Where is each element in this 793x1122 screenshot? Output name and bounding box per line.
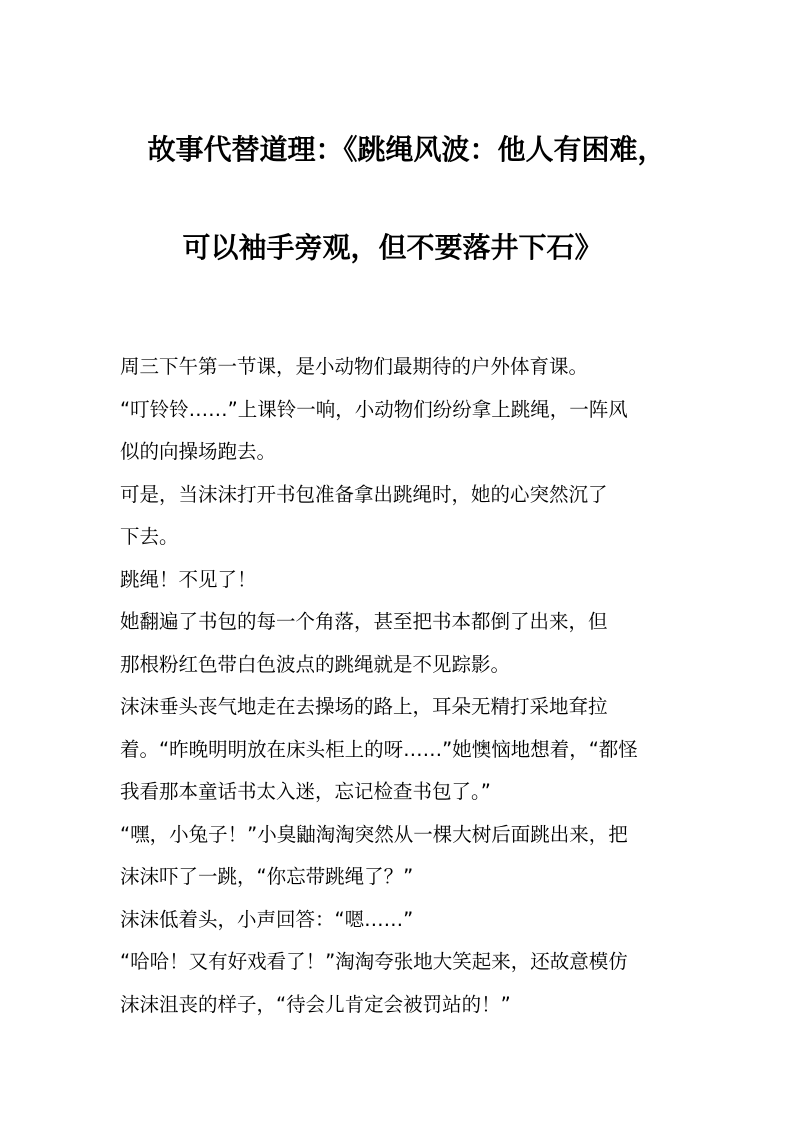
story-body: [120, 346, 690, 1026]
body-line: “叮铃铃……”上课铃一响，小动物们纷纷拿上跳绳，一阵风: [120, 397, 628, 421]
body-line: 沫沫吓了一跳，“你忘带跳绳了？”: [120, 865, 414, 888]
body-line: 可是，当沫沫打开书包准备拿出跳绳时，她的心突然沉了: [120, 482, 608, 506]
body-line: 下去。: [120, 525, 179, 548]
body-line: “哈哈！又有好戏看了！”淘淘夸张地大笑起来，还故意模仿: [120, 950, 628, 973]
body-line: 沫沫低着头，小声回答：“嗯……”: [120, 907, 414, 931]
title-line-1: 故事代替道理：《跳绳风波：他人有困难，: [147, 133, 666, 166]
title-line-2: 可以袖手旁观，但不要落井下石》: [182, 231, 603, 264]
body-line: 沫沫垂头丧气地走在去操场的路上，耳朵无精打采地耷拉: [120, 695, 608, 718]
body-line: 她翻遍了书包的每一个角落，甚至把书本都倒了出来，但: [120, 610, 608, 633]
body-line: 周三下午第一节课，是小动物们最期待的户外体育课。: [120, 355, 589, 378]
body-line: 那根粉红色带白色波点的跳绳就是不见踪影。: [120, 652, 511, 676]
body-line: “嘿，小兔子！”小臭鼬淘淘突然从一棵大树后面跳出来，把: [120, 822, 628, 846]
body-line: 跳绳！不见了！: [120, 567, 257, 591]
body-line: 似的向操场跑去。: [120, 440, 277, 463]
body-line: 我看那本童话书太入迷，忘记检查书包了。”: [120, 780, 491, 803]
body-line: 着。“昨晚明明放在床头柜上的呀……”她懊恼地想着，“都怪: [120, 737, 638, 761]
body-line: 沫沫沮丧的样子，“待会儿肯定会被罚站的！”: [120, 992, 511, 1016]
